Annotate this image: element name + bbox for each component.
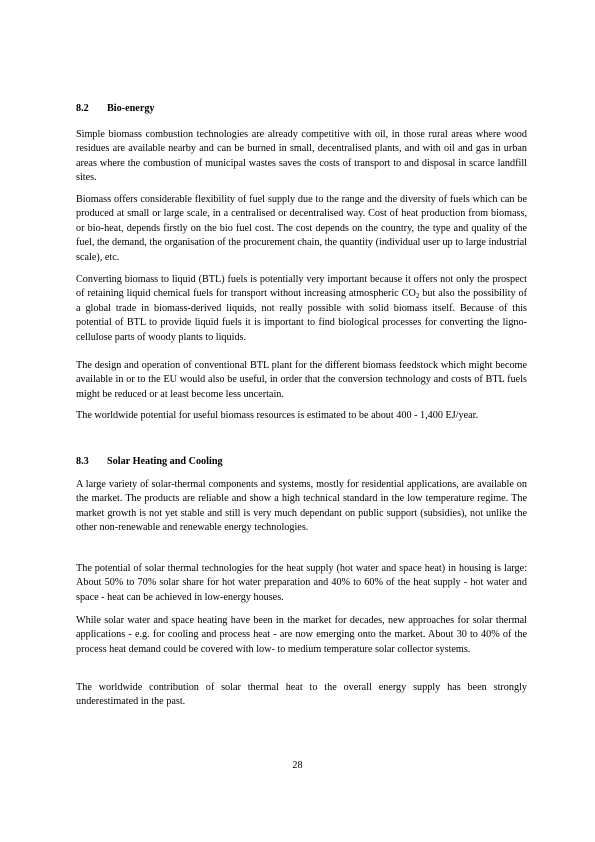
section-number: 8.2	[76, 103, 89, 114]
page-number: 28	[292, 760, 303, 771]
paragraph: The worldwide contribution of solar thermal heat to the overall energy supply has been strongly underestimated in the past.	[76, 682, 527, 708]
paragraph: The worldwide potential for useful biomass resources is estimated to be about 400 - 1,400 EJ/year.	[76, 410, 479, 421]
subscript: 2	[415, 292, 420, 301]
paragraph: The potential of solar thermal technologies for the heat supply (hot water and space heat) in housing is large: About 50% to 70% solar share for hot water preparation and 40% to 60% of the heat supply - hot water and space - heat can be achieved in low-energy houses.	[76, 563, 527, 603]
paragraph: While solar water and space heating have been in the market for decades, new approaches for solar thermal applications - e.g. for cooling and process heat - are now emerging onto the market. About 30 to 40% of the process heat demand could be covered with low- to medium temperature solar collector systems.	[76, 615, 527, 655]
section-title: Solar Heating and Cooling	[107, 456, 223, 467]
paragraph-with-subscript	[76, 273, 527, 345]
paragraph: The design and operation of conventional BTL plant for the different biomass feedstock which might become available in or to the EU would also be useful, in order that the conversion technology and costs of BTL fuels might be reduced or at least become less uncertain.	[76, 360, 527, 400]
section-title: Bio-energy	[107, 103, 155, 114]
paragraph-text: Converting biomass to liquid (BTL) fuels is potentially very important because it offers not only the prospect of retaining liquid chemical fuels for transport without increasing atmospheric CO	[76, 274, 527, 300]
paragraph: A large variety of solar-thermal components and systems, mostly for residential applications, are available on the market. The products are reliable and show a high technical standard in the low temperature regime. The market growth is not yet stable and still is very much dependant on public support (subsidies), not unlike the other non-renewable and renewable energy technologies.	[76, 479, 527, 534]
section-heading-8-3	[76, 456, 223, 468]
section-number: 8.3	[76, 456, 89, 467]
paragraph: Simple biomass combustion technologies are already competitive with oil, in those rural areas where wood residues are available nearby and can be burned in small, decentralised plants, and with oil and gas in urban areas where the combustion of municipal wastes saves the costs of transport to and disposal in scarce landfill sites.	[76, 129, 527, 184]
paragraph-text: but also the possibility of a global trade in biomass-derived liquids, not really possible with solid biomass itself. Because of this potential of BTL to provide liquid fuels it is important to find biological processes for converting the ligno-cellulose parts of woody plants to liquids.	[76, 288, 527, 343]
paragraph: Biomass offers considerable flexibility of fuel supply due to the range and the diversity of fuels which can be produced at small or large scale, in a centralised or decentralised way. Cost of heat production from biomass, or bio-heat, depends firstly on the bio fuel cost. The cost depends on the country, the type and quality of the fuel, the demand, the organisation of the procurement chain, the quantity (individual user up to large industrial scale), etc.	[76, 194, 527, 263]
section-heading-8-2	[76, 103, 155, 115]
